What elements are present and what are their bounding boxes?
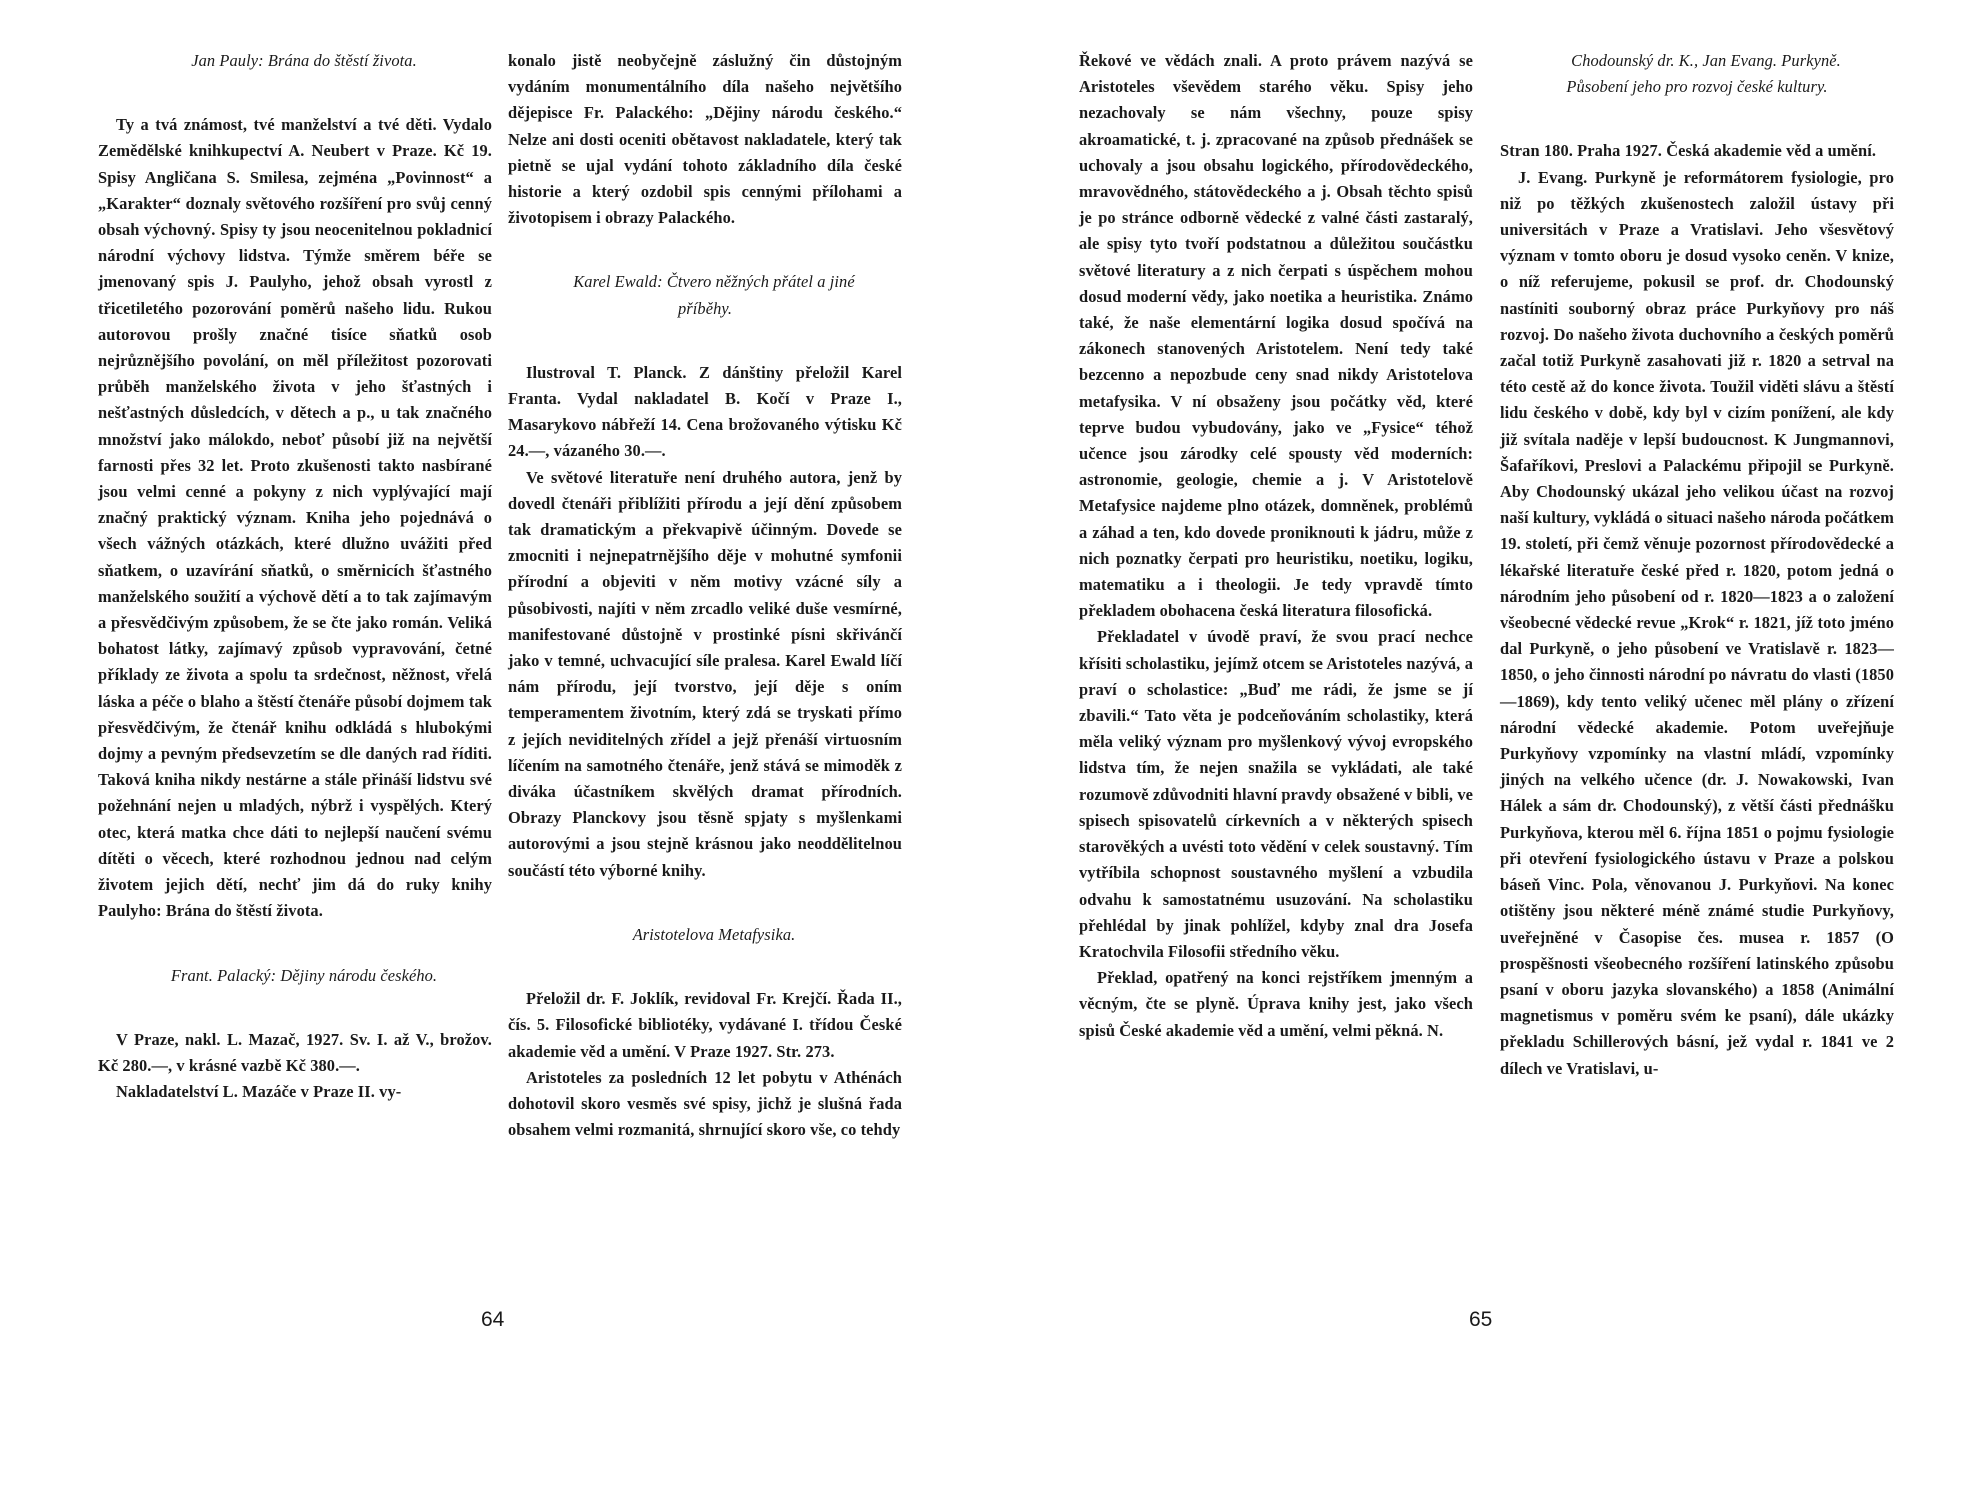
review-body-ewald-info: Ilustroval T. Planck. Z dánštiny přeložil Karel Franta. Vydal nakladatel B. Kočí v Praze I., Masarykovo nábřeží 14. Cena brožovaného výtisku Kč 24.—, vázaného 30.—. xyxy=(508,362,902,461)
page-number-right: 65 xyxy=(1469,1308,1493,1331)
review-body-aristotle-translator: Překladatel v úvodě praví, že svou prací nechce křísiti scholastiku, jejímž otcem se Aristoteles nazývá, a praví o scholastice: „Buď me rádi, že jsme se jí zbavili.“ Tato věta je podceňováním scholastiky, která měla veliký význam pro myšlenkový vývoj evropského lidstva tím, že nejen snažila se vykládati, ale také rozumově zdůvodniti hlavní pravdy obsažené v bibli, ve spisech spisovatelů církevních a v některých spisech starověkých a uvésti toto vědění v celek soustavný. Tím vytříbila schopnost soustavného myšlení a vzbudila odvahu k samostatnému usuzování. Na scholastiku přehlédal by jinak pohlížel, kdyby znal dra Josefa Kratochvila Filosofii středního věku. xyxy=(1079,627,1473,961)
review-body-chodounsky-info: Stran 180. Praha 1927. Česká akademie věd a umění. xyxy=(1500,141,1877,161)
left-page-column-1 xyxy=(98,48,492,1105)
review-heading-ewald-line2: příběhy. xyxy=(677,298,733,318)
review-heading-chodounsky-line1: Chodounský dr. K., Jan Evang. Purkyně. xyxy=(1571,51,1841,70)
review-body-palacky-cont: konalo jistě neobyčejně záslužný čin důstojným vydáním monumentálního díla našeho největšího dějepisce Fr. Palackého: „Dějiny národu českého.“ Nelze ani dosti oceniti obětavost nakladatele, který tak pietně se ujal vydání tohoto základního díla české historie a který ozdobil spis cennými přílohami a životopisem i obrazy Palackého. xyxy=(508,51,902,228)
review-body-aristotle-closing: Překlad, opatřený na konci rejstříkem jmenným a věcným, čte se plyně. Úprava knihy jest, jako všech spisů České akademie věd a umění, velmi pěkná. N. xyxy=(1079,968,1473,1040)
review-heading-palacky: Frant. Palacký: Dějiny národu českého. xyxy=(170,965,438,985)
review-body-ewald-text: Ve světové literatuře není druhého autora, jenž by dovedl čtenáři přiblížiti přírodu a její dění způsobem tak dramatickým a překvapivě účinným. Dovede se zmocniti i nejnepatrnějšího děje v mohutné symfonii přírodní a objeviti v něm motivy vzácné síly a působivosti, najíti v něm zrcadlo veliké duše vesmírné, manifestované důstojně v prostinké písni skřivánčí jako v temné, uchvacující síle pralesa. Karel Ewald líčí nám přírodu, její tvorstvo, její děje s oním temperamentem životním, který zdá se tryskati přímo z jejích neviditelných zřídel a jejž přenáší virtuosním líčením na samotného čtenáře, jenž stává se mimoděk z diváka účastníkem skvělých dramat přírodních. Obrazy Planckovy jsou těsně spjaty s myšlenkami autorovými a jsou stejně krásnou jako neoddělitelnou součástí této výborné knihy. xyxy=(508,467,902,880)
review-heading-ewald xyxy=(508,269,902,321)
review-heading-pauly: Jan Pauly: Brána do štěstí života. xyxy=(191,51,417,70)
review-body-chodounsky-text: J. Evang. Purkyně je reformátorem fysiologie, pro niž po těžkých zkušenostech založil ústavy při universitách v Praze a Vratislavi. Jeho všesvětový význam v tomto oboru je dosud vysoko ceněn. V knize, o níž referujeme, pokusil se prof. dr. Chodounský nastíniti souborný obraz práce Purkyňovy pro náš rozvoj. Do našeho života duchovního a českých poměrů začal totiž Purkyně zasahovati již r. 1820 a setrval na této cestě až do konce života. Toužil viděti slávu a štěstí lidu českého v době, kdy byl v cizím ponížení, ale kdy již svítala naděje v lepší budoucnost. K Jungmannovi, Šafaříkovi, Preslovi a Palackému připojil se Purkyně. Aby Chodounský ukázal jeho velikou účast na rozvoj naší kultury, vykládá o situaci našeho národa počátkem 19. století, při čemž věnuje pozornost přírodovědecké a lékařské literatuře české před r. 1820, potom jedná o národním jeho působení od r. 1820—1823 a o založení všeobecné vědecké revue „Krok“ r. 1821, jíž toto jméno dal Purkyně, o jeho působení ve Vratislavě r. 1823—1850, o jeho činnosti národní po návratu do vlasti (1850—1869), kdy tento veliký učenec měl plány o zřízení národní vědecké akademie. Potom uveřejňuje Purkyňovy vzpomínky na vlastní mládí, vzpomínky jiných na velkého učence (dr. J. Nowakowski, Ivan Hálek a sám dr. Chodounský), z větší části přednášku Purkyňova, kterou měl 6. října 1851 o pojmu fysiologie při otevření fysiologického ústavu v Praze a polskou báseň Vinc. Pola, věnovanou J. Purkyňovi. Na konec otištěny jsou některé méně známé studie Purkyňovy, uveřejněné v Časopise čes. musea r. 1857 (O prospěšnosti všeobecného rozšíření latinského způsobu psaní v oboru jazyka slovanského) a 1858 (Animální magnetismus v poměru svém ke psaní), dále ukázky překladu Schillerových básní, jež vydal r. 1841 ve 2 dílech ve Vratislavi, u- xyxy=(1500,167,1894,1078)
review-body-aristotle-text: Aristoteles za posledních 12 let pobytu v Athénách dohotovil skoro vesměs své spisy, jichž je slušná řada obsahem velmi rozmanitá, shrnující skoro vše, co tehdy xyxy=(508,1067,902,1140)
right-page xyxy=(987,0,1974,1500)
left-page-column-2 xyxy=(508,48,902,1143)
right-page-column-1 xyxy=(1079,48,1473,1044)
review-body-pauly: Ty a tvá známost, tvé manželství a tvé děti. Vydalo Zemědělské knihkupectví A. Neubert v Praze. Kč 19. Spisy Angličana S. Smilesa, zejména „Povinnost“ a „Karakter“ doznaly světového rozšíření pro svůj cenný obsah výchovný. Spisy ty jsou neocenitelnou pokladnicí národní výchovy lidstva. Týmže směrem béře se jmenovaný spis J. Paulyho, jehož obsah vyrostl z třicetiletého pozorování poměrů našeho lidu. Rukou autorovou prošly značné tisíce sňatků osob nejrůznějšího povolání, on měl příležitost pozorovati průběh manželského života v jeho šťastných i nešťastných důsledcích, v dětech a p., u tak značného množství jako málokdo, neboť působí již na největší farnosti přes 32 let. Proto zkušenosti takto nasbírané jsou velmi cenné a pokyny z nich vyplývající mají značný praktický význam. Kniha jeho pojednává o všech vážných otázkách, které dlužno uvážiti před sňatkem, o uzavírání sňatků, o směrnicích šťastného manželského soužití a výchově dětí a to tak zajímavým a přesvědčivým způsobem, že se čte jako román. Veliká bohatost látky, zajímavý způsob vypravování, četné příklady ze života a spolu ta srdečnost, něžnost, vřelá láska a péče o blaho a štěstí čtenáře působí dojmem tak přesvědčivým, že čtenář knihu odkládá s hlubokými dojmy a pevným předsevzetím se dle daných rad říditi. Taková kniha nikdy nestárne a stále přináší lidstvu své požehnání nejen u mladých, nýbrž i vyspělých. Který otec, která matka chce dáti to nejlepší naučení svému dítěti o věcech, které rozhodnou jednou nad celým životem jejich dětí, nechť jim dá do ruky knihy Paulyho: Brána do štěstí života. xyxy=(98,115,492,921)
review-heading-ewald-line1: Karel Ewald: Čtvero něžných přátel a jiné xyxy=(573,272,855,292)
review-heading-aristotle: Aristotelova Metafysika. xyxy=(632,924,796,944)
right-page-column-2 xyxy=(1500,48,1894,1082)
review-heading-chodounsky-line2: Působení jeho pro rozvoj české kultury. xyxy=(1566,77,1828,97)
review-heading-chodounsky xyxy=(1500,48,1894,100)
page-number-left: 64 xyxy=(481,1308,505,1331)
review-body-palacky-text: Nakladatelství L. Mazáče v Praze II. vy- xyxy=(116,1082,402,1102)
review-body-aristotle-info: Přeložil dr. F. Joklík, revidoval Fr. Krejčí. Řada II., čís. 5. Filosofické bibliotéky, vydávané I. třídou České akademie věd a umění. V Praze 1927. Str. 273. xyxy=(508,989,902,1061)
review-body-aristotle-cont: Řekové ve vědách znali. A proto právem nazývá se Aristoteles vševědem starého věku. Spisy jeho nezachovaly se nám všechny, pouze spisy akroamatické, t. j. zpracované na způsob přednášek se uchovaly a jsou obsahu logického, přírodovědeckého, mravovědného, státovědeckého a j. Obsah těchto spisů je po stránce odborně vědecké z valné části zastaralý, ale spisy tyto tvoří podstatnou a důležitou součástku světové literatury a z nich čerpati s úspěchem mohou dosud moderní vědy, jako noetika a heuristika. Známo také, že naše elementární logika dosud spočívá na zákonech stanovených Aristotelem. Není tedy také bezcenno a nepozbude ceny snad nikdy Aristotelova metafysika. V ní obsaženy jsou počátky věd, které teprve budou vybudovány, jako ve „Fysice“ téhož učence jsou zárodky celé spousty věd moderních: astronomie, geologie, chemie a j. V Aristotelově Metafysice najdeme plno otázek, domněnek, problémů a záhad a ten, kdo dovede proniknouti k jádru, může z nich poznatky čerpati pro heuristiku, noetiku, logiku, matematiku a i theologii. Je tedy vpravdě tímto překladem obohacena česká literatura filosofická. xyxy=(1079,51,1473,621)
review-body-palacky-info: V Praze, nakl. L. Mazač, 1927. Sv. I. až V., brožov. Kč 280.—, v krásné vazbě Kč 380.—. xyxy=(98,1029,492,1075)
